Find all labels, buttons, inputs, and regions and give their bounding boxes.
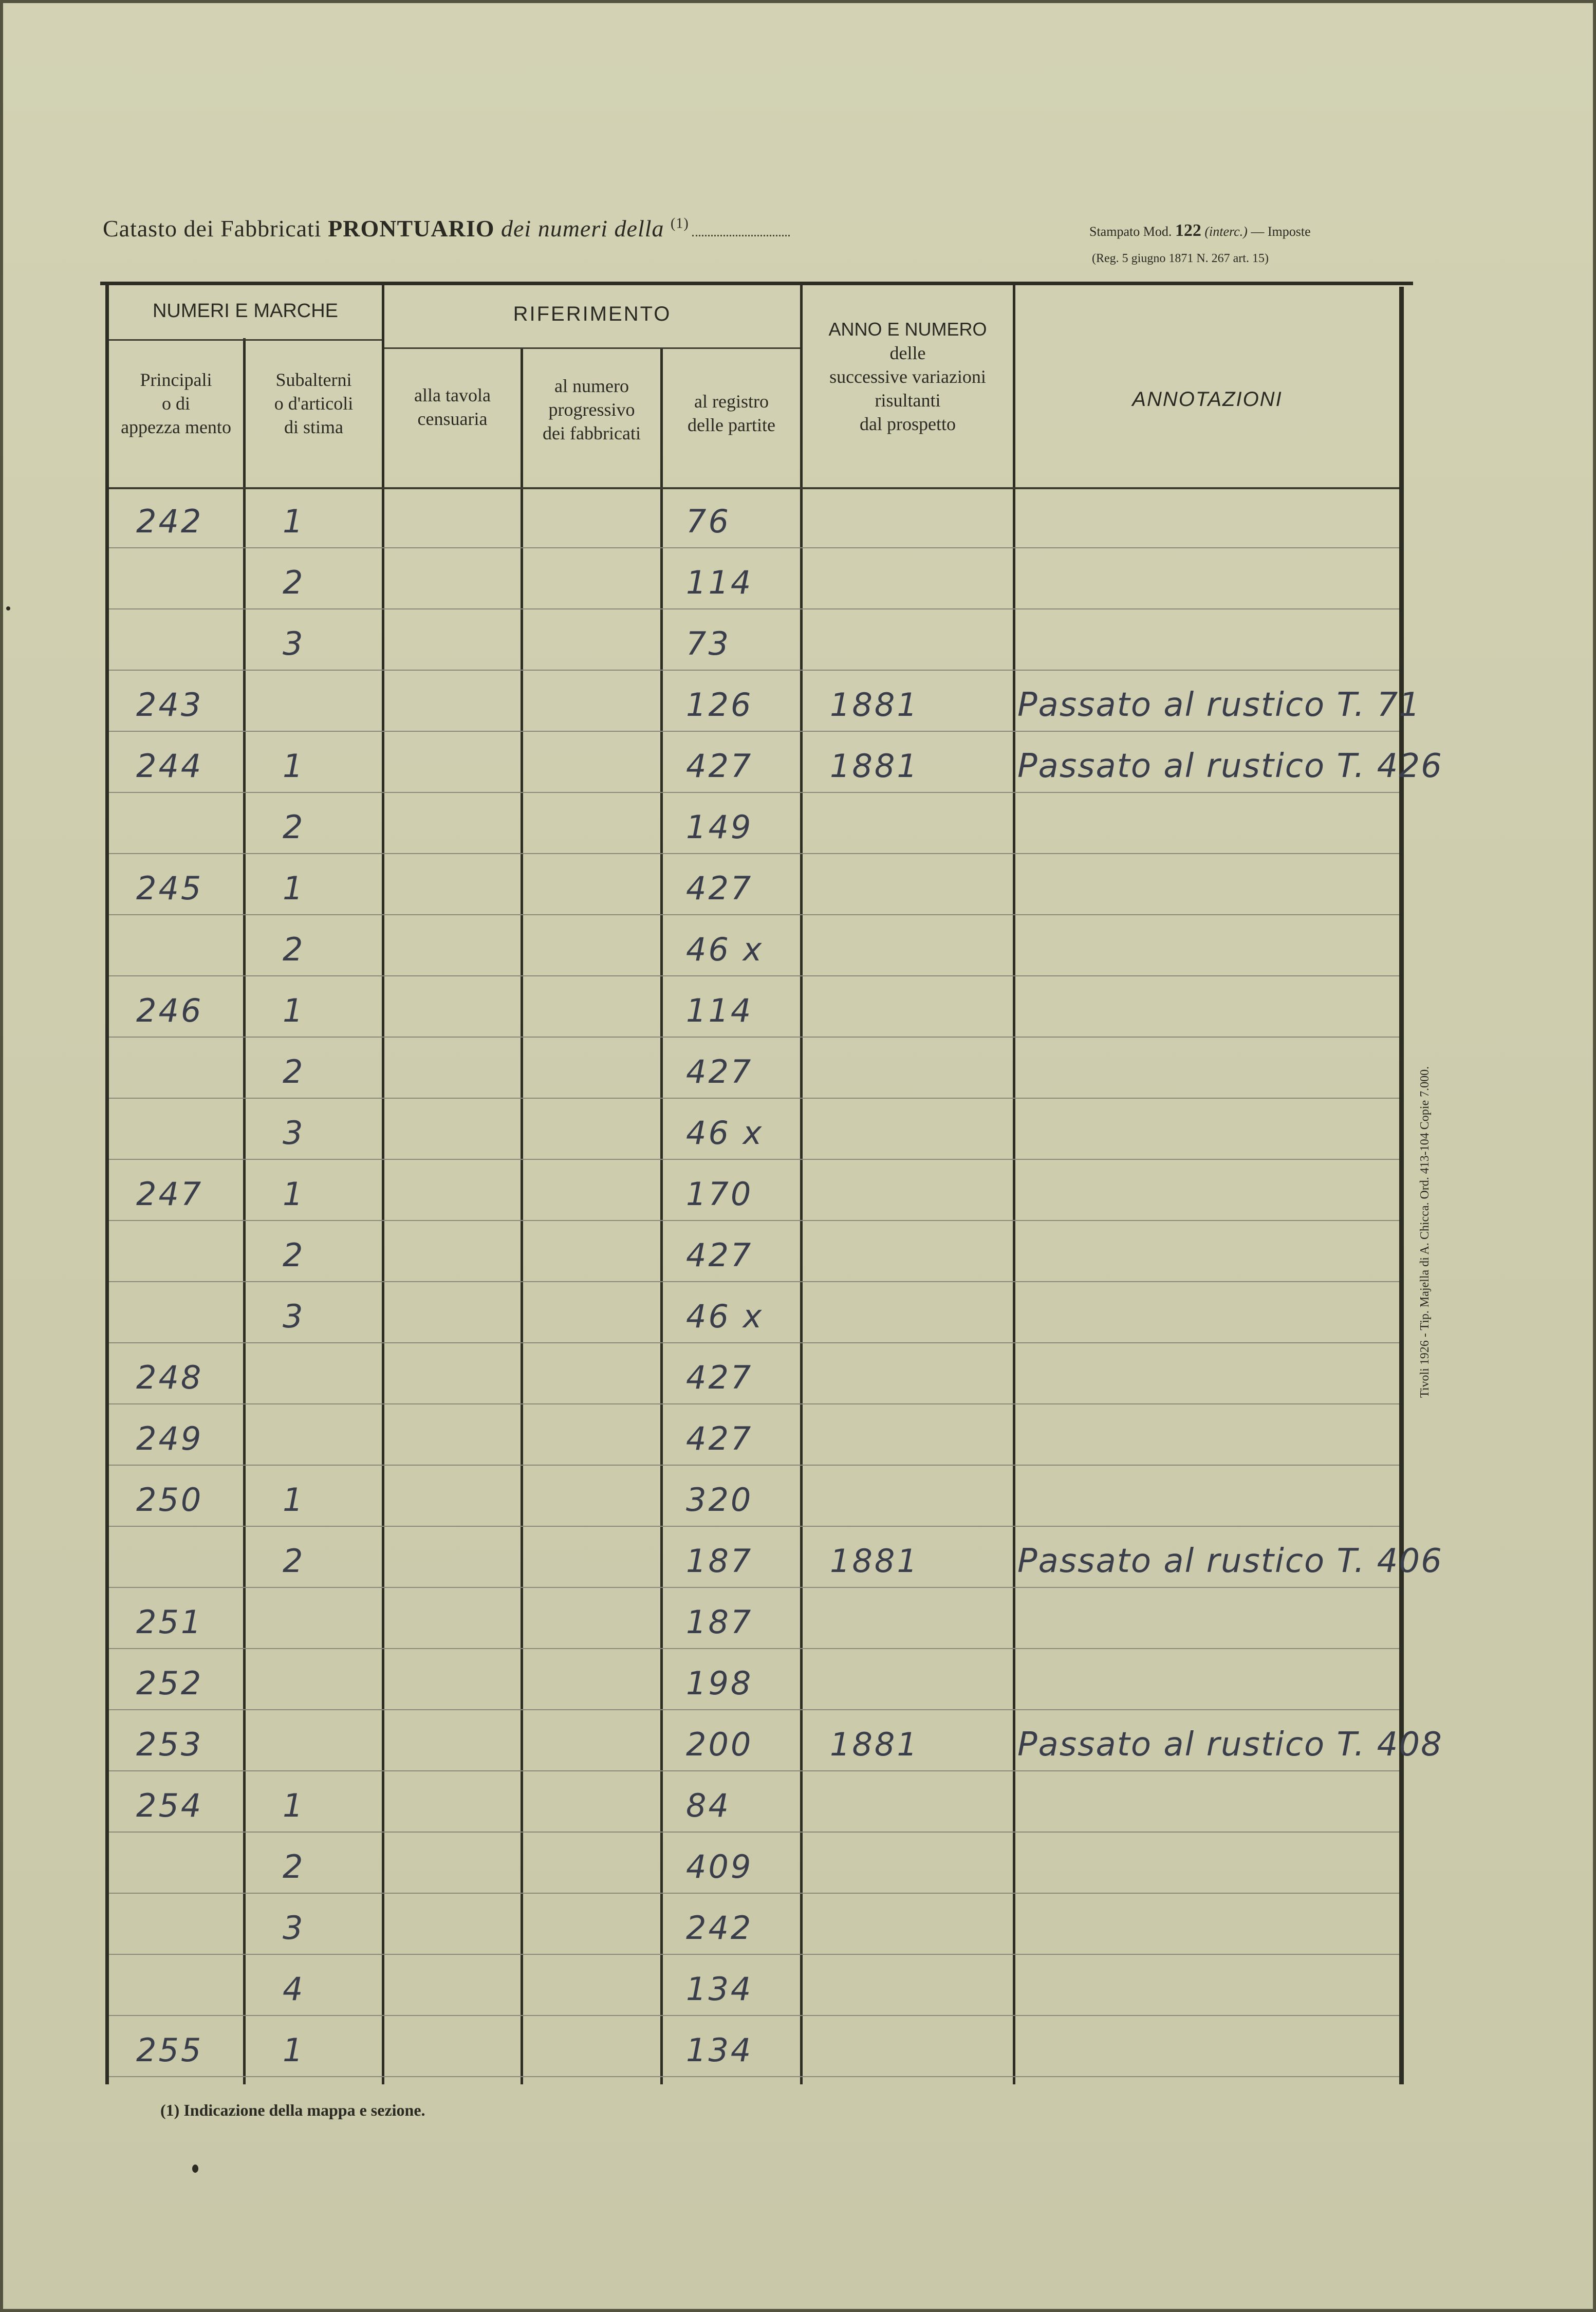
row-rule: [109, 914, 1399, 915]
cell-nota: Passato al rustico T. 406: [1017, 1542, 1443, 1580]
cell-subalterno: 2: [283, 564, 305, 601]
cell-principale: 253: [136, 1726, 203, 1763]
cell-subalterno: 1: [283, 992, 305, 1029]
row-rule: [109, 2076, 1399, 2077]
header-annotazioni: ANNOTAZIONI: [1132, 388, 1283, 411]
header-riferimento: RIFERIMENTO: [513, 303, 672, 325]
cell-registro: 427: [686, 747, 753, 785]
row-rule: [109, 1709, 1399, 1710]
form-regulation: (Reg. 5 giugno 1871 N. 267 art. 15): [1092, 252, 1269, 265]
cell-principale: 242: [136, 503, 203, 540]
form-model: [1089, 221, 1311, 241]
rule-subalterni: [382, 282, 384, 2084]
cell-registro: 149: [686, 808, 753, 846]
cell-registro: 320: [686, 1481, 753, 1519]
row-rule: [109, 547, 1399, 548]
cell-registro: 84: [686, 1787, 731, 1824]
cell-registro: 187: [686, 1603, 753, 1641]
form-title: [103, 215, 790, 242]
cell-subalterno: 1: [283, 503, 305, 540]
row-rule: [109, 608, 1399, 609]
cell-registro: 187: [686, 1542, 753, 1580]
cell-subalterno: 2: [283, 808, 305, 846]
cell-registro: 46 x: [686, 1114, 764, 1152]
cell-registro: 170: [686, 1175, 753, 1213]
table-top-rule: [100, 282, 1413, 285]
rule-right: [1399, 287, 1404, 2084]
cell-subalterno: 3: [283, 625, 305, 662]
cell-subalterno: 1: [283, 747, 305, 785]
cell-principale: 243: [136, 686, 203, 724]
cell-registro: 427: [686, 1359, 753, 1396]
header-subalterni: Subalterni o d'articoli di stima: [274, 369, 354, 437]
cell-subalterno: 2: [283, 931, 305, 968]
cell-principale: 247: [136, 1175, 203, 1213]
cell-principale: 252: [136, 1664, 203, 1702]
header-principali: Principali o di appezza mento: [121, 369, 231, 437]
cell-nota: Passato al rustico T. 408: [1017, 1726, 1443, 1764]
row-rule: [109, 1954, 1399, 1955]
paper-mark: [6, 606, 10, 611]
cell-principale: 248: [136, 1359, 203, 1396]
row-rule: [109, 853, 1399, 854]
row-rule: [109, 975, 1399, 976]
row-rule: [109, 1648, 1399, 1649]
cell-registro: 46 x: [686, 931, 764, 968]
cell-registro: 114: [686, 564, 753, 601]
cell-registro: 427: [686, 1053, 753, 1090]
cell-principale: 251: [136, 1603, 203, 1641]
cell-registro: 126: [686, 686, 753, 724]
title-prontuario: PRONTUARIO: [328, 215, 495, 242]
rule-under-riferimento: [384, 347, 800, 349]
cell-anno: 1881: [830, 747, 919, 785]
cell-registro: 198: [686, 1664, 753, 1702]
cell-registro: 46 x: [686, 1298, 764, 1335]
cell-principale: 255: [136, 2031, 203, 2069]
cell-registro: 409: [686, 1848, 753, 1885]
row-rule: [109, 1770, 1399, 1771]
header-numeri-e-marche: NUMERI E MARCHE: [152, 300, 339, 322]
rule-left: [105, 282, 109, 2084]
row-rule: [109, 670, 1399, 671]
rule-principali: [243, 338, 246, 2084]
title-numeri: dei numeri della: [501, 215, 664, 242]
cell-principale: 246: [136, 992, 203, 1029]
cell-subalterno: 2: [283, 1542, 305, 1580]
cell-registro: 134: [686, 2031, 753, 2069]
row-rule: [109, 1220, 1399, 1221]
row-rule: [109, 1832, 1399, 1833]
form-model-suffix: (interc.): [1204, 224, 1248, 239]
cell-subalterno: 3: [283, 1909, 305, 1947]
cell-registro: 73: [686, 625, 731, 662]
cell-registro: 200: [686, 1726, 753, 1763]
cell-subalterno: 1: [283, 2031, 305, 2069]
cell-principale: 249: [136, 1420, 203, 1457]
row-rule: [109, 792, 1399, 793]
rule-registro: [800, 282, 803, 2084]
printer-imprint: Tivoli 1926 - Tip. Majella di A. Chicca. Ord. 413-104 Copie 7.000.: [1418, 1066, 1432, 1398]
cell-anno: 1881: [830, 1726, 919, 1763]
title-catasto: Catasto dei Fabbricati: [103, 215, 322, 242]
header-tavola: alla tavola censuaria: [414, 385, 491, 429]
row-rule: [109, 1403, 1399, 1404]
row-rule: [109, 2015, 1399, 2016]
row-rule: [109, 1893, 1399, 1894]
row-rule: [109, 1098, 1399, 1099]
row-rule: [109, 1281, 1399, 1282]
row-rule: [109, 1587, 1399, 1588]
cell-registro: 427: [686, 870, 753, 907]
row-rule: [109, 731, 1399, 732]
form-model-number: 122: [1175, 221, 1201, 240]
cell-registro: 242: [686, 1909, 753, 1947]
header-registro: al registro delle partite: [688, 391, 775, 435]
cell-nota: Passato al rustico T. 71: [1017, 686, 1421, 724]
cell-anno: 1881: [830, 1542, 919, 1580]
header-anno-numero: ANNO E NUMERO delle successive variazioni risultanti dal prospetto: [828, 319, 987, 434]
cell-subalterno: 1: [283, 1481, 305, 1519]
cell-subalterno: 4: [283, 1970, 305, 2008]
form-model-tail: — Imposte: [1251, 224, 1311, 239]
cell-subalterno: 1: [283, 1787, 305, 1824]
rule-tavola: [521, 347, 523, 2084]
row-rule: [109, 1037, 1399, 1038]
header-progressivo: al numero progressivo dei fabbricati: [543, 376, 641, 443]
rule-progressivo: [660, 347, 663, 2084]
cell-subalterno: 1: [283, 870, 305, 907]
title-fill-dots: [692, 235, 790, 236]
row-rule: [109, 1342, 1399, 1343]
cell-subalterno: 3: [283, 1298, 305, 1335]
rule-anno: [1013, 282, 1015, 2084]
cell-registro: 134: [686, 1970, 753, 2008]
row-rule: [109, 1159, 1399, 1160]
form-model-prefix: Stampato Mod.: [1089, 224, 1172, 239]
cell-registro: 76: [686, 503, 731, 540]
cell-principale: 254: [136, 1787, 203, 1824]
cell-registro: 427: [686, 1236, 753, 1274]
ink-spot: [192, 2165, 198, 2173]
cell-nota: Passato al rustico T. 426: [1017, 747, 1443, 785]
cell-principale: 244: [136, 747, 203, 785]
title-footnote-ref: (1): [671, 215, 689, 232]
cell-subalterno: 2: [283, 1848, 305, 1885]
cell-subalterno: 2: [283, 1053, 305, 1090]
cell-anno: 1881: [830, 686, 919, 724]
cell-registro: 114: [686, 992, 753, 1029]
rule-header-bottom: [109, 487, 1399, 489]
row-rule: [109, 1526, 1399, 1527]
cell-subalterno: 3: [283, 1114, 305, 1152]
footnote: (1) Indicazione della mappa e sezione.: [160, 2101, 425, 2119]
row-rule: [109, 1465, 1399, 1466]
cell-principale: 245: [136, 870, 203, 907]
cell-principale: 250: [136, 1481, 203, 1519]
cell-subalterno: 1: [283, 1175, 305, 1213]
cell-registro: 427: [686, 1420, 753, 1457]
cell-subalterno: 2: [283, 1236, 305, 1274]
rule-under-numeri: [109, 339, 382, 341]
